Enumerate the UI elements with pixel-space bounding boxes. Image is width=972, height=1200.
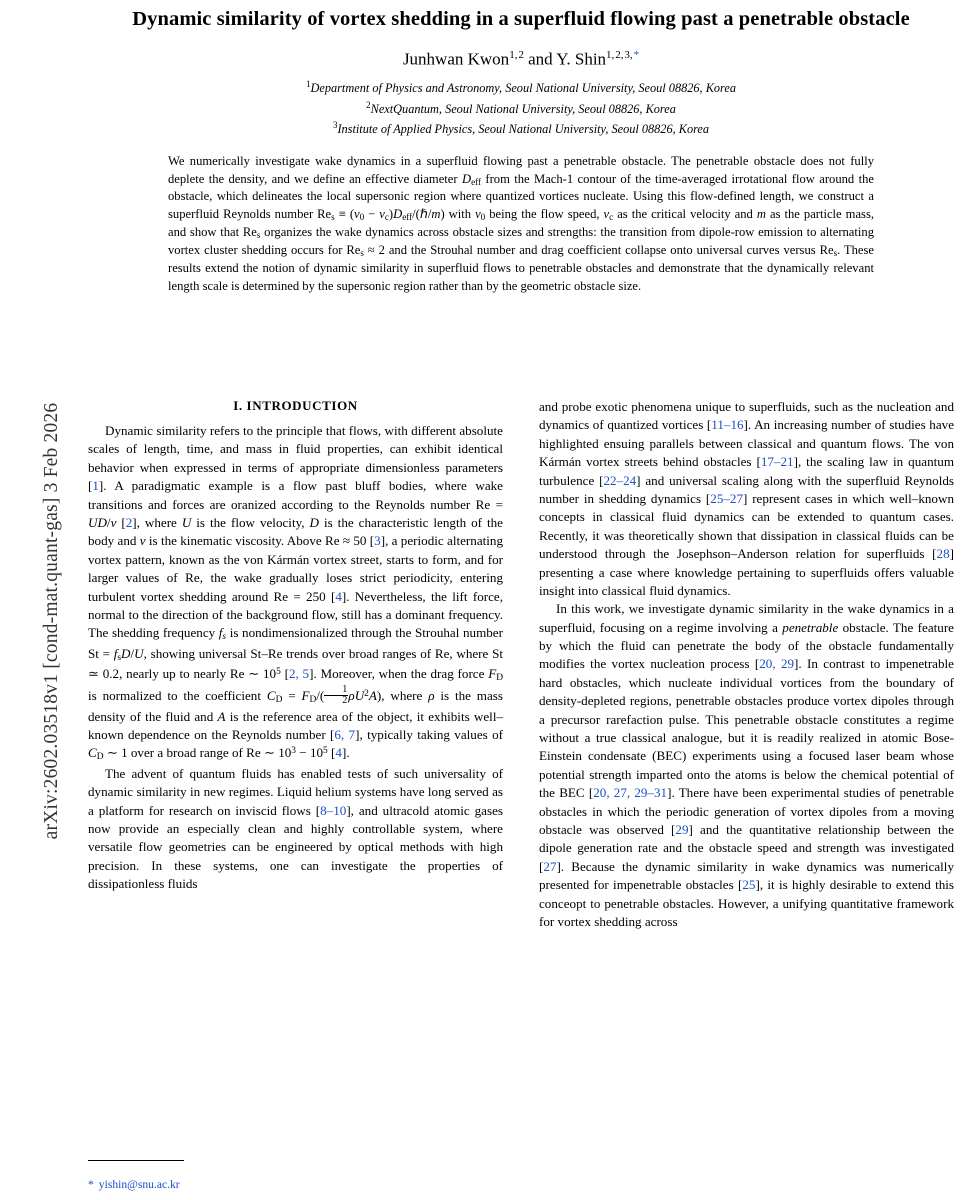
abstract: We numerically investigate wake dynamics in a superfluid flowing past a penetrable obstacle. The penetrable obstacle does not fully deplete the density, and we define an effective diameter $D_{eff}$ from the Mach-1 contour of the time-averaged irrotational flow around the obstacle, which delineates the local supersonic region where quantized vortices nucleate. Using this flow-defined length, we construct a superfluid Reynolds number $Re_s \equiv (v_0$ − $v_c)D_{eff}/(\hbar/m)$ with $v_0$ being the flow speed, $v_c$ as the critical velocity and m as the particle mass, and show that $Re_s$ organizes the wake dynamics across obstacle sizes and strengths: the transition from dipole-row emission to alternating vortex cluster shedding occurs for $Re_s \approx 2$ and the Strouhal number and drag coefficient collapse onto universal curves versus $Re_s$. These results extend the notion of dynamic similarity in superfluid flows to penetrable obstacles and demonstrate that the dynamically relevant length scale is determined by the supersonic region rather than by the geometric obstacle size. xyxy=(168,153,875,293)
paper-header xyxy=(88,0,954,296)
footnote-divider xyxy=(88,1160,184,1161)
paragraph: Dynamic similarity refers to the principle that flows, with different absolute scales of length, time, and mass in fluid properties, can exhibit identical behavior when expressed in terms of appropriate dimensionless parameters [1]. A paradigmatic example is a flow past bluff bodies, where wake transitions and forces are oranized according to the Reynolds number Re = UD/ν [2], where U is the flow velocity, D is the characteristic length of the body and ν is the kinematic viscosity. Above Re ≈ 50 [3], a periodic alternating vortex pattern, known as the von Kármán vortex street, starts to form, and for larger values of Re, the wake gradually loses strict periodicity, entering turbulent vortex shedding around Re = 250 [4]. Nevertheless, the lift force, normal to the direction of the background flow, still has a dominant frequency. The shedding frequency $f_s$ is nondimensionalized through the Strouhal number $St = f_sD/U$, showing universal St–Re trends over broad ranges of Re, where St ≃ 0.2, nearly up to nearly Re ∼ $10^5$ [2, 5]. Moreover, when the drag force $F_D$ is normalized to the coefficient $C_D = F_D/$( $\frac{1}{2}$ $\rho U^2A$), where ρ is the mass density of the fluid and A is the reference area of the object, it exhibits well–known dependence on the Reynolds number [6, 7], typically taking values of $C_D$ ∼ 1 over a broad range of Re ∼ $10^3 - 10^5$ [4]. xyxy=(88,423,504,763)
paragraph: The advent of quantum fluids has enabled tests of such universality of dynamic similarity in new regimes. Liquid helium systems have long served as a platform for research on inviscid flows [8–10], and ultracold atomic gases now provide an especially clean and highly controllable system, where versatile flow geometries can be engineered by optical methods with high precision. In these systems, one can investigate the properties of dissipationless fluids xyxy=(88,765,503,892)
paragraph: In this work, we investigate dynamic similarity in the wake dynamics in a superfluid, focusing on a regime involving a penetrable obstacle. The feature by which the fluid can penetrate the body of the obstacle fundamentally modifies the vortex nucleation process [20, 29]. In contrast to impenetrable hard obstacles, which nucleate individual vortices from the boundary of density-depleted regions, penetrable obstacles produce vortex dipoles through a precursor rarefaction pulse. This penetrable obstacle constitutes a regime without a true classical analogue, but it is readily realized in atomic Bose-Einstein condensate (BEC) experiments using a focused laser beam whose potential strength imparted onto the atoms is below the chemical potential of the BEC [20, 27, 29–31]. There have been experimental studies of penetrable obstacles in which the periodic generation of vortex dipoles from a moving obstacle was observed [29] and the quantitative relationship between the dipole generation rate and the obstacle speed and strength was investigated [27]. Because the dynamic similarity in wake dynamics was numerically presented for impenetrable obstacles [25], it is highly desirable to extend this conceopt to penetrable obstacles. However, a unifying quantitative framework for vortex shedding across xyxy=(539,601,954,929)
body-columns xyxy=(88,398,954,931)
affiliation-1: $^1$Department of Physics and Astronomy, Seoul National University, Seoul 08826, Korea xyxy=(306,78,736,96)
footnote-marker: * xyxy=(88,1178,94,1191)
affiliation-2: $^2$NextQuantum, Seoul National University, Seoul 08826, Korea xyxy=(366,99,676,116)
author-list: Junhwan Kwon$^{1, 2}$ and Y. Shin$^{1, 2, 3, *}$ xyxy=(402,49,640,69)
arxiv-identifier-stamp: arXiv:2602.03518v1 [cond-mat.quant-gas] 3 Feb 2026 xyxy=(41,402,62,840)
right-column xyxy=(539,398,954,931)
section-heading-introduction: I. INTRODUCTION xyxy=(233,398,358,413)
left-column xyxy=(88,398,503,931)
paragraph: and probe exotic phenomena unique to superfluids, such as the nucleation and dynamics of quantized vortices [11–16]. An increasing number of studies have highlighted ensuing parallels between classical and quantum flows. The von Kármán vortex streets behind obstacles [17–21], the scaling law in quantum turbulence [22–24] and universal scaling along with the superfluid Reynolds number in shedding dynamics [25–27] represent cases in which well–known concepts in classical fluid dynamics can be extended to quantum cases. Recently, it was theoretically shown that dissipation in classical fluids can be understood through the Josephson–Anderson relation for superfluids [28] presenting a case where knowledge pertaining to superfluids offers valuable insight into classical fluid dynamics. xyxy=(539,399,955,598)
footnote-corresponding-author xyxy=(88,1178,180,1191)
author-email-link[interactable]: yishin@snu.ac.kr xyxy=(98,1178,180,1191)
page-title: Dynamic similarity of vortex shedding in a superfluid flowing past a penetrable obstacle xyxy=(132,8,910,30)
affiliation-3: $^3$Institute of Applied Physics, Seoul National University, Seoul 08826, Korea xyxy=(332,120,710,137)
